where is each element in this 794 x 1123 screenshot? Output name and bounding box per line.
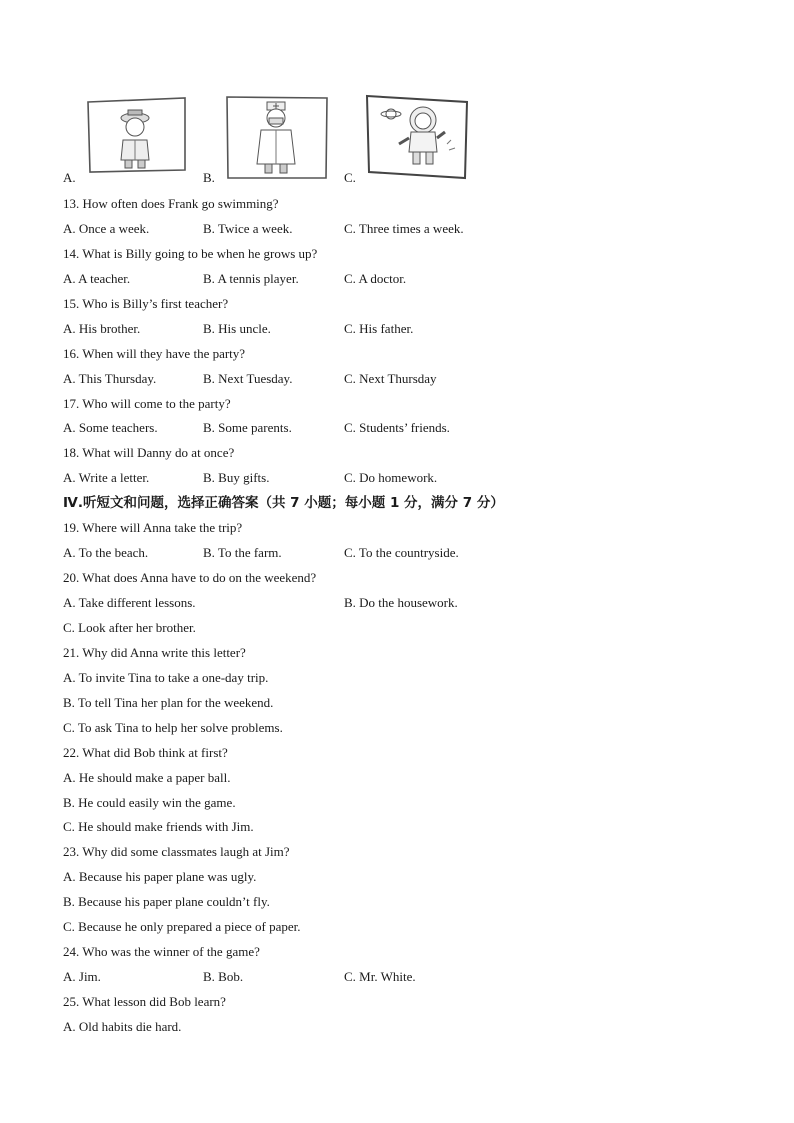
options-17 <box>63 416 763 441</box>
option-b: B. Some parents. <box>203 420 292 436</box>
option-23-a <box>63 865 763 890</box>
option-b: B. A tennis player. <box>203 270 299 286</box>
question-13 <box>63 192 763 217</box>
question-text: 18. What will Danny do at once? <box>63 445 235 461</box>
options-13 <box>63 217 763 242</box>
question-text: 15. Who is Billy’s first teacher? <box>63 295 229 311</box>
police-officer-icon <box>85 96 187 174</box>
options-20 <box>63 591 763 616</box>
option-21-a <box>63 666 763 691</box>
option-b: B. To tell Tina her plan for the weekend. <box>63 694 274 710</box>
option-a: A. Once a week. <box>63 220 150 236</box>
option-22-b <box>63 791 763 816</box>
question-18 <box>63 441 763 466</box>
question-text: 13. How often does Frank go swimming? <box>63 196 279 211</box>
question-text: 20. What does Anna have to do on the weekend? <box>63 570 317 586</box>
question-text: 19. Where will Anna take the trip? <box>63 520 243 536</box>
question-text: 17. Who will come to the party? <box>63 395 231 411</box>
option-b: B. Do the housework. <box>344 595 458 610</box>
option-a: A. Write a letter. <box>63 470 150 486</box>
option-c: C. His father. <box>344 320 414 336</box>
option-b: B. His uncle. <box>203 320 271 336</box>
question-23 <box>63 840 763 865</box>
question-21 <box>63 641 763 666</box>
option-a: A. He should make a paper ball. <box>63 769 231 785</box>
question-list <box>63 192 763 1040</box>
option-a: A. To the beach. <box>63 545 149 561</box>
astronaut-icon <box>365 94 469 180</box>
option-c: C. Do homework. <box>344 470 438 486</box>
option-c: C. He should make friends with Jim. <box>63 819 254 835</box>
option-21-b <box>63 691 763 716</box>
picture-option-a-label: A. <box>63 170 76 185</box>
picture-options <box>63 94 483 186</box>
question-text: 24. Who was the winner of the game? <box>63 944 260 960</box>
question-text: 14. What is Billy going to be when he grows up? <box>63 245 318 261</box>
picture-option-b-label: B. <box>203 170 215 185</box>
option-25-a <box>63 1015 763 1040</box>
option-b: B. He could easily win the game. <box>63 794 236 810</box>
option-c: C. To ask Tina to help her solve problems. <box>63 719 283 735</box>
option-b: B. Bob. <box>203 969 244 985</box>
question-text: 16. When will they have the party? <box>63 345 246 361</box>
question-16 <box>63 342 763 367</box>
option-b: B. To the farm. <box>203 545 282 561</box>
option-c: C. Look after her brother. <box>63 619 196 635</box>
options-15 <box>63 317 763 342</box>
option-a: A. Because his paper plane was ugly. <box>63 869 257 885</box>
option-c: C. Mr. White. <box>344 969 416 985</box>
section-iv-heading: Ⅳ.听短文和问题，选择正确答案（共 7 小题；每小题 1 分，满分 7 分） <box>63 495 504 512</box>
option-a: A. Take different lessons. <box>63 595 196 610</box>
question-text: 25. What lesson did Bob learn? <box>63 994 226 1009</box>
options-18 <box>63 466 763 491</box>
question-20 <box>63 566 763 591</box>
question-24 <box>63 940 763 965</box>
question-17 <box>63 392 763 417</box>
option-a: A. Jim. <box>63 969 101 985</box>
option-22-a <box>63 766 763 791</box>
option-b: B. Buy gifts. <box>203 470 270 486</box>
option-c: C. To the countryside. <box>344 545 459 561</box>
question-text: 21. Why did Anna write this letter? <box>63 644 246 660</box>
option-b: B. Because his paper plane couldn’t fly. <box>63 894 270 910</box>
option-c: C. Because he only prepared a piece of paper. <box>63 919 301 935</box>
option-a: A. A teacher. <box>63 270 131 286</box>
options-20-c <box>63 616 763 641</box>
question-15 <box>63 292 763 317</box>
option-a: A. This Thursday. <box>63 370 157 386</box>
option-a: A. To invite Tina to take a one-day trip. <box>63 669 269 685</box>
question-19 <box>63 516 763 541</box>
question-22 <box>63 741 763 766</box>
option-a: A. His brother. <box>63 320 141 336</box>
option-22-c <box>63 815 763 840</box>
option-c: C. Students’ friends. <box>344 420 450 436</box>
option-23-c <box>63 915 763 940</box>
picture-option-c-label: C. <box>344 170 356 185</box>
options-14 <box>63 267 763 292</box>
options-16 <box>63 367 763 392</box>
options-24 <box>63 965 763 990</box>
option-23-b <box>63 890 763 915</box>
options-19 <box>63 541 763 566</box>
question-text: 22. What did Bob think at first? <box>63 744 228 760</box>
question-text: 23. Why did some classmates laugh at Jim? <box>63 844 290 860</box>
doctor-icon <box>225 94 329 180</box>
option-21-c <box>63 716 763 741</box>
option-b: B. Next Tuesday. <box>203 370 293 386</box>
option-a: A. Some teachers. <box>63 420 158 436</box>
option-c: C. A doctor. <box>344 270 407 286</box>
question-25 <box>63 990 763 1015</box>
option-a: A. Old habits die hard. <box>63 1018 182 1034</box>
option-b: B. Twice a week. <box>203 220 293 236</box>
option-c: C. Three times a week. <box>344 220 464 236</box>
option-c: C. Next Thursday <box>344 370 437 386</box>
question-14 <box>63 242 763 267</box>
